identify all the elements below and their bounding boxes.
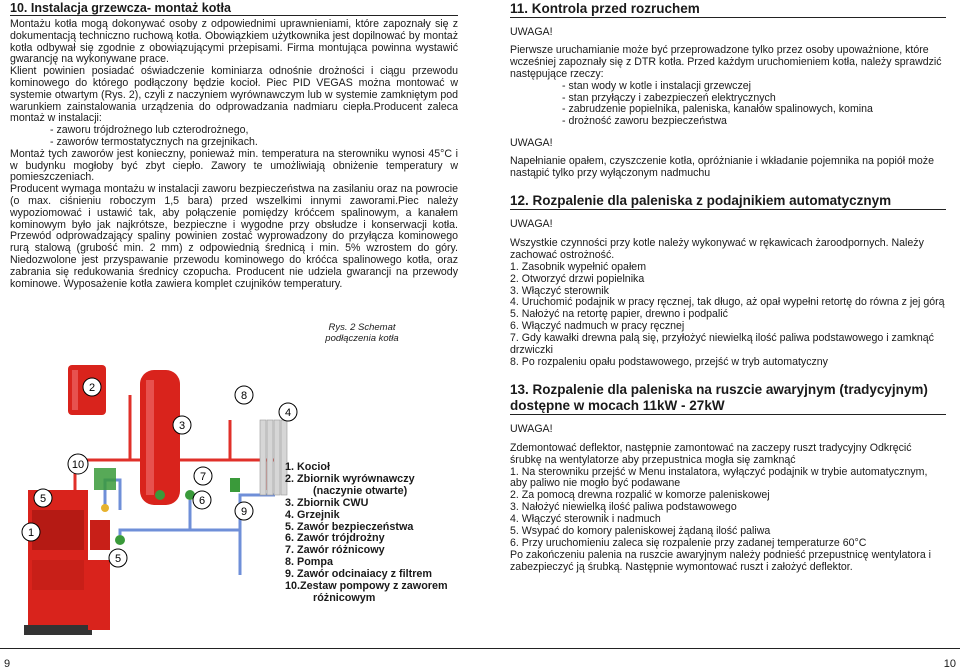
- list-item: - zabrudzenie popielnika, paleniska, kanałów spalinowych, komina: [562, 103, 873, 116]
- section-12-title: 12. Rozpalenie dla paleniska z podajnikiem automatycznym: [510, 192, 892, 208]
- diagram-number: 8: [240, 390, 248, 402]
- diagram-number: 9: [240, 506, 248, 518]
- paragraph: Pierwsze uruchamianie może być przeprowadzone tylko przez osoby upoważnione, które wcześniej zapoznały się z DTR kotła. Przed każdym uruchomieniem kotła, należy sprawdzić następujące rzeczy:: [510, 43, 942, 80]
- list-item: - zaworów termostatycznych na grzejnikach.: [50, 135, 258, 148]
- list-item: 4. Włączyć sterownik i nadmuch: [510, 513, 661, 526]
- diagram-number: 1: [27, 527, 35, 539]
- legend-item: 5. Zawór bezpieczeństwa: [285, 520, 414, 533]
- paragraph: Po zakończeniu palenia na ruszcie awaryjnym należy podnieść przepustnicę wentylatora i zabezpieczyć ją śrubką. Następnie wymontować ruszt i założyć deflektor.: [510, 548, 932, 573]
- list-item: - drożność zaworu bezpieczeństwa: [562, 115, 727, 128]
- list-item: 1. Zasobnik wypełnić opałem: [510, 260, 647, 273]
- list-item: 3. Włączyć sterownik: [510, 284, 609, 297]
- legend-item: 8. Pompa: [285, 556, 334, 569]
- legend-item: 1. Kocioł: [285, 461, 330, 473]
- diagram-number: 4: [284, 407, 292, 419]
- list-item: 4. Uruchomić podajnik w pracy ręcznej, tak długo, aż opał wypełni retortę do równa z jej górą: [510, 296, 945, 309]
- legend-item: (naczynie otwarte): [313, 484, 408, 497]
- warning-label: UWAGA!: [510, 26, 553, 38]
- diagram-number: 7: [199, 471, 207, 483]
- list-item: - stan przyłączy i zabezpieczeń elektrycznych: [562, 91, 776, 104]
- legend-item: różnicowym: [313, 591, 376, 604]
- legend-item: 3. Zbiornik CWU: [285, 496, 369, 509]
- radiator: [260, 420, 287, 495]
- warning-label: UWAGA!: [510, 217, 553, 230]
- section-12-title-box: [510, 193, 946, 210]
- legend-item: 10.Zestaw pompowy z zaworem: [285, 580, 448, 593]
- diagram-number: 6: [198, 495, 206, 507]
- list-item: 6. Włączyć nadmuch w pracy ręcznej: [510, 320, 685, 333]
- legend-item: 9. Zawór odcinaiacy z filtrem: [285, 568, 433, 581]
- list-item: 5. Wsypać do komory paleniskowej żądaną ilość paliwa: [510, 525, 771, 538]
- diagram-legend: [285, 462, 448, 605]
- list-item: 2. Otworzyć drzwi popielnika: [510, 272, 645, 285]
- warning-label: UWAGA!: [510, 137, 553, 150]
- legend-item: 6. Zawór trójdrożny: [285, 532, 385, 545]
- list-item: - zaworu trójdrożnego lub czterodrożnego,: [50, 124, 249, 137]
- list-item: 1. Na sterowniku przejść w Menu instalatora, wyłączyć podajnik w trybie automatycznym, aby paliwo nie mogło być podawane: [510, 465, 928, 490]
- paragraph: Klient powinien posiadać oświadczenie kominiarza odnośnie drożności i ciągu przewodu kominowego do którego podłączony będzie kocioł. Piec PID VEGAS można montować w systemie otwartym (Rys. 2), czyli z naczyniem wyrównawczym lub w systemie zamkniętym pod warunkiem zainstalowania urządzenia do odprowadzania nadmiaru ciepła.Producent zaleca montaż w instalacji:: [10, 65, 458, 125]
- warning-label: UWAGA!: [510, 422, 553, 435]
- list-item: 3. Nałożyć niewielką ilość paliwa podstawowego: [510, 501, 737, 514]
- list-item: 8. Po rozpaleniu opału podstawowego, przejść w tryb automatyczny: [510, 355, 828, 368]
- boiler: [24, 490, 110, 635]
- diagram-number: 5: [39, 493, 47, 505]
- heating-schematic: [10, 360, 290, 645]
- section-13-title-box: [510, 382, 946, 415]
- list-item: 5. Nałożyć na retortę papier, drewno i podpalić: [510, 308, 728, 321]
- list-item: 7. Gdy kawałki drewna palą się, przyłożyć niewielką ilość paliwa podstawowego i zamknąć drzwiczki: [510, 332, 934, 357]
- left-page: [10, 0, 458, 290]
- list-item: - stan wody w kotle i instalacji grzewczej: [562, 79, 751, 92]
- page-number-left: 9: [4, 658, 11, 670]
- legend-item: 2. Zbiornik wyrównawczy: [285, 472, 415, 485]
- section-10-body: [10, 19, 458, 290]
- left-title-box: [10, 0, 458, 16]
- paragraph: Montaż tych zaworów jest konieczny, ponieważ min. temperatura na sterowniku wynosi 45°C i w budynku mogłoby być zbyt ciepło. Zawory te umożliwiają obniżenie temperatury w pomieszczeniach.: [10, 147, 458, 184]
- legend-item: 7. Zawór różnicowy: [285, 544, 385, 557]
- paragraph: Wszystkie czynności przy kotle należy wykonywać w rękawicach żaroodpornych. Należy zachować ostrożność.: [510, 236, 924, 261]
- section-13-title: 13. Rozpalenie dla paleniska na ruszcie awaryjnym (tradycyjnym) dostępne w mocach 11kW - 27kW: [510, 381, 928, 413]
- paragraph: Producent wymaga montażu w instalacji zaworu bezpieczeństwa na zasilaniu oraz na powrocie (o max. ciśnieniu roboczym 1,5 bara) przed wszelkimi innymi zaworami.Piec należy wypoziomować i ustawić tak, aby połączenie pomiędzy króćcem spalinowym, a kanałem kominowym było jak najkrótsze, bezpieczne i wygodne przy obsłudze i konserwacji kotła. Przewód odprowadzający spaliny powinien zostać wyprowadzony do przyłącza kominowego rurą stalową (grubość min. 2 mm) z odpowiednią średnicą i min. 5% wzrostem do góry. Niedozwolone jest przyspawanie przewodu kominowego do króćca spalinowego kotła, oraz zabrania się redukowania średnicy czopucha. Producent nie udziela gwarancji na przewody kominowe. Wyposażenie kotła zawiera komplet czujników temperatury.: [10, 183, 458, 290]
- section-11-title: 11. Kontrola przed rozruchem: [510, 1, 700, 16]
- footer-rule: [0, 648, 960, 649]
- list-item: 2. Za pomocą drewna rozpalić w komorze paleniskowej: [510, 489, 770, 502]
- right-page: [510, 0, 946, 574]
- section-10-title: 10. Instalacja grzewcza- montaż kotła: [10, 1, 231, 15]
- diagram-number: 5: [114, 553, 122, 565]
- paragraph: Montażu kotła mogą dokonywać osoby z odpowiednimi uprawnieniami, które zapoznały się z dokumentacją techniczno ruchową kotła. Obowiązkiem użytkownika jest dopilnować by montaż kotła odbywał się zgodnie z obowiązującymi przepisami. Firma montująca powinna wystawić gwarancję na wykonywane prace.: [10, 18, 458, 66]
- diagram-number: 3: [178, 420, 186, 432]
- figure-caption: Rys. 2 Schemat podłączenia kotła: [325, 322, 399, 344]
- paragraph: Zdemontować deflektor, następnie zamontować na zaczepy ruszt tradycyjny Odkręcić śrubkę na wentylatorze aby przepustnica mogła się zamknąć: [510, 441, 912, 466]
- page-number-right: 10: [943, 658, 956, 670]
- list-item: 6. Przy uruchomieniu zaleca się rozpalenie przy zadanej temperaturze 60°C: [510, 537, 867, 549]
- diagram-number: 2: [88, 382, 96, 394]
- paragraph: Napełnianie opałem, czyszczenie kotła, opróżnianie i wkładanie pojemnika na popiół może nastąpić tylko przy wyłączonym nadmuchu: [510, 155, 934, 180]
- diagram-number: 10: [71, 459, 85, 471]
- legend-item: 4. Grzejnik: [285, 508, 340, 521]
- section-11-title-box: [510, 0, 946, 18]
